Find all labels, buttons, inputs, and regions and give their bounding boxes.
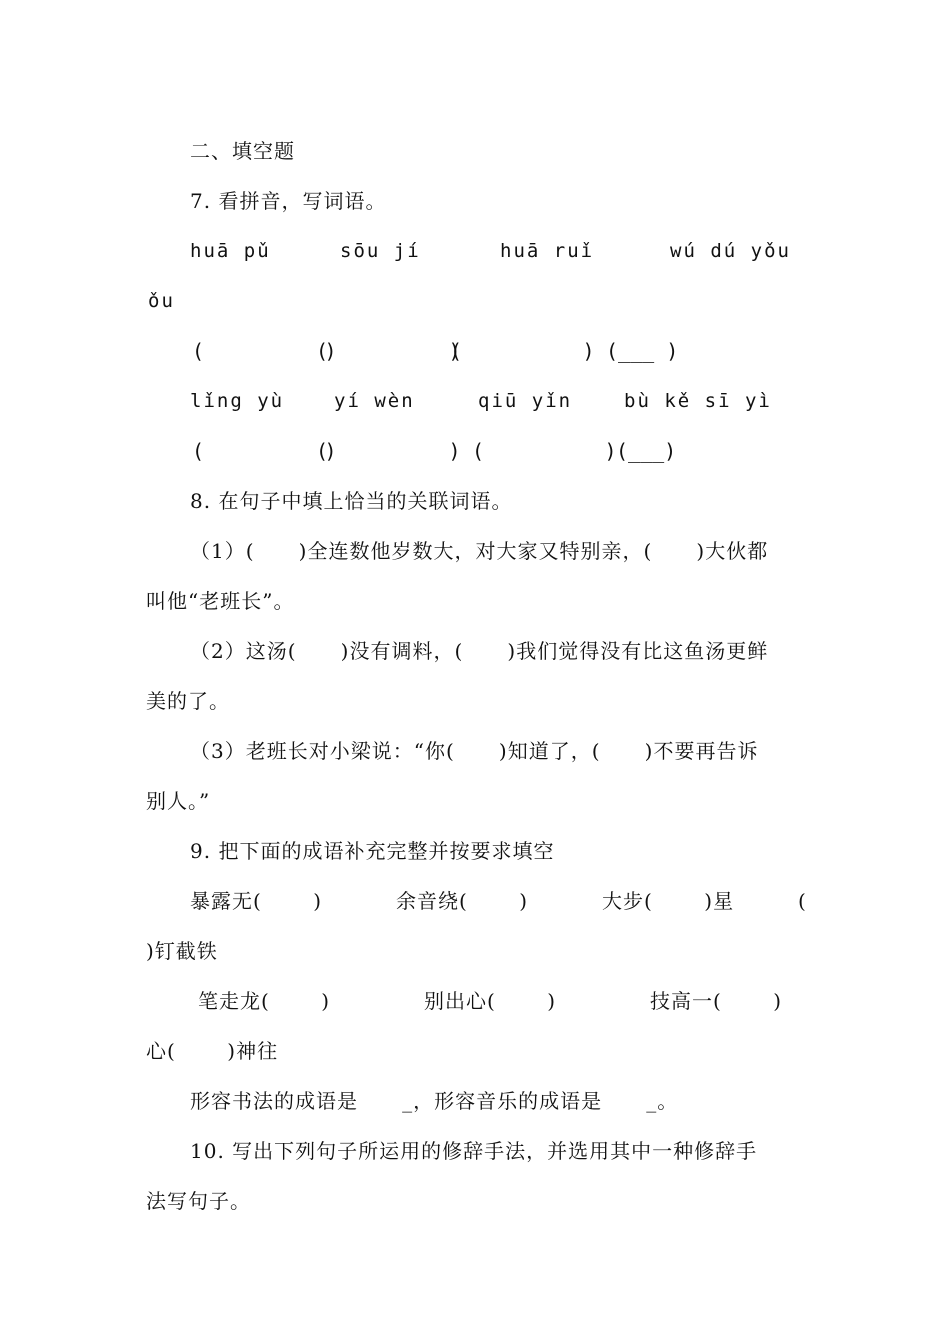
answer-blank[interactable]: ( ) xyxy=(316,439,461,463)
section-title: 二、填空题 xyxy=(190,139,295,163)
question-10-title: 10. 写出下列句子所运用的修辞手法，并选用其中一种修辞手 xyxy=(190,1139,758,1163)
idiom-blank-cont: )钉截铁 xyxy=(146,939,218,963)
answer-blank[interactable]: (___ ) xyxy=(606,339,679,363)
idiom-blank: ( xyxy=(798,889,807,913)
pinyin-qiuyin: qiū yǐn xyxy=(478,390,573,412)
pinyin-wrap-ou: ǒu xyxy=(148,290,175,312)
idiom-blank: 大步( )星 xyxy=(602,889,735,913)
idiom-blank: 别出心( ) xyxy=(424,989,557,1013)
idiom-blank: 暴露无( ) xyxy=(190,889,323,913)
answer-blank[interactable]: ( ) xyxy=(192,339,337,363)
question-8-title: 8. 在句子中填上恰当的关联词语。 xyxy=(190,489,513,513)
idiom-blank: 笔走龙( ) xyxy=(198,989,331,1013)
pinyin-huarui: huā ruǐ xyxy=(500,240,595,262)
pinyin-bukesiyi: bù kě sī yì xyxy=(624,390,772,412)
answer-blank[interactable]: ( ) xyxy=(192,439,337,463)
idiom-blank-cont: 心( )神往 xyxy=(146,1039,279,1063)
idiom-blank: 余音绕( ) xyxy=(396,889,529,913)
q8-sentence-2: （2）这汤( )没有调料，( )我们觉得没有比这鱼汤更鲜 xyxy=(190,639,769,663)
question-7-title: 7. 看拼音，写词语。 xyxy=(190,189,387,213)
pinyin-wuduyou: wú dú yǒu xyxy=(670,240,791,262)
pinyin-yiwen: yí wèn xyxy=(334,390,415,412)
pinyin-lingyu: lǐng yù xyxy=(190,390,285,412)
q8-sentence-2-cont: 美的了。 xyxy=(146,689,230,713)
q9-fill-line: 形容书法的成语是 _，形容音乐的成语是 _。 xyxy=(190,1089,679,1113)
q8-sentence-3: （3）老班长对小梁说：“你( )知道了，( )不要再告诉 xyxy=(190,739,759,763)
q8-sentence-1: （1）( )全连数他岁数大，对大家又特别亲，( )大伙都 xyxy=(190,539,769,563)
q8-sentence-1-cont: 叫他“老班长”。 xyxy=(146,589,295,613)
pinyin-souji: sōu jí xyxy=(340,240,421,262)
pinyin-huapu: huā pǔ xyxy=(190,240,271,262)
question-9-title: 9. 把下面的成语补充完整并按要求填空 xyxy=(190,839,555,863)
answer-blank[interactable]: ( ) xyxy=(450,339,595,363)
q8-sentence-3-cont: 别人。” xyxy=(146,789,211,813)
question-10-title-cont: 法写句子。 xyxy=(146,1189,251,1213)
answer-blank[interactable]: ( ) xyxy=(472,439,617,463)
idiom-blank: 技高一( ) xyxy=(650,989,783,1013)
answer-blank[interactable]: ( ) xyxy=(316,339,461,363)
answer-blank[interactable]: (___) xyxy=(616,439,677,463)
